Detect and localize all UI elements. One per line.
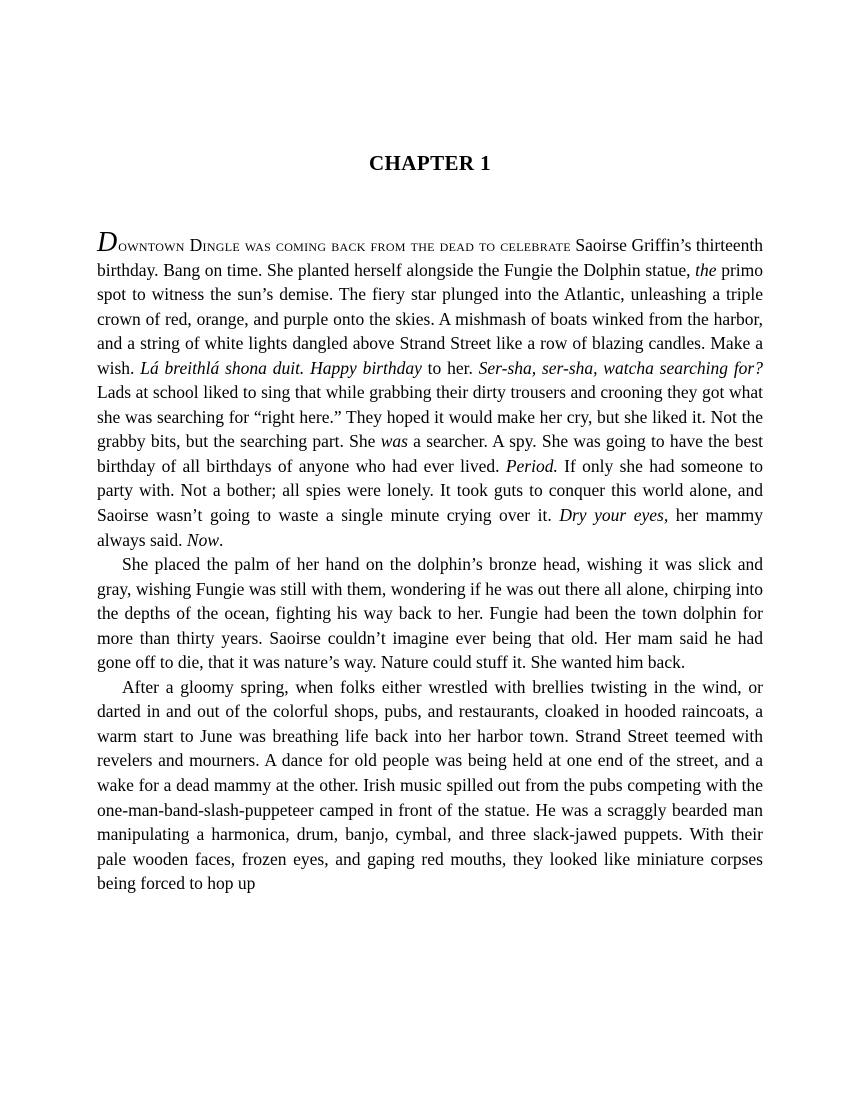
text-segment: was [380, 431, 408, 452]
text-segment: primo spot to witness the sun’s demise. The fiery star plunged into the Atlantic, unleashing a triple crown of red, orange, and purple onto the skies. A mishmash of boats winked from the harbor, and a string of white lights dangled above Strand Street like a row of blazing candles. Make a wish. [97, 259, 764, 378]
chapter-heading: CHAPTER 1 [368, 151, 492, 175]
text-segment: to her. [421, 357, 479, 378]
paragraph [97, 552, 763, 675]
drop-cap: D [97, 227, 119, 258]
text-segment: After a gloomy spring, when folks either wrestled with brellies twisting in the wind, or darted in and out of the colorful shops, pubs, and restaurants, cloaked in hooded raincoats, a warm start to June was breathing life back into her harbor town. Strand Street teemed with revelers and mourners. A dance for old people was being held at one end of the street, and a wake for a dead mammy at the other. Irish music spilled out from the pubs competing with the one-man-band-slash-puppeteer camped in front of the statue. He was a scraggly bearded man manipulating a harmonica, drum, banjo, cymbal, and three slack-jawed puppets. With their pale wooden faces, frozen eyes, and gaping red mouths, they looked like miniature corpses being forced to hop up [97, 676, 763, 894]
text-segment: Period. [505, 455, 558, 476]
text-segment: Saoirse Griffin’s thirteenth birthday. Bang on time. She planted herself alongside the Fungie the Dolphin statue, [97, 235, 763, 280]
paragraph [97, 227, 764, 552]
text-segment: Dry your eyes, [559, 505, 669, 526]
text-segment: a searcher. A spy. She was going to have the best birthday of all birthdays of anyone who had ever lived. [97, 431, 763, 476]
text-segment: Lá breithlá shona duit. Happy birthday [140, 357, 422, 378]
text-segment: Ser-sha, ser-sha, watcha searching for? [478, 357, 763, 378]
text-segment: the [695, 259, 717, 280]
page-content [97, 150, 763, 896]
text-column [97, 227, 764, 896]
text-segment: Now [186, 529, 220, 550]
text-segment: She placed the palm of her hand on the dolphin’s bronze head, wishing it was slick and gray, wishing Fungie was still with them, wondering if he was out there all alone, chirping into the depths of the ocean, fighting his way back to her. Fungie had been the town dolphin for more than thirty years. Saoirse couldn’t imagine ever being that old. Her mam said he had gone off to die, that it was nature’s way. Nature could stuff it. She wanted him back. [97, 554, 763, 673]
text-segment: her mammy always said. [97, 505, 764, 550]
text-segment: owntown Dingle was coming back from the dead to celebrate [118, 235, 571, 255]
text-segment: Lads at school liked to sing that while grabbing their dirty trousers and crooning they got what she was searching for “right here.” They hoped it would make her cry, but she liked it. Not the grabby bits, but the searching part. She [97, 382, 763, 452]
paragraph [97, 675, 763, 896]
text-segment: If only she had someone to party with. Not a bother; all spies were lonely. It took guts to conquer this world alone, and Saoirse wasn’t going to waste a single minute crying over it. [97, 455, 764, 526]
text-segment: . [219, 529, 224, 550]
